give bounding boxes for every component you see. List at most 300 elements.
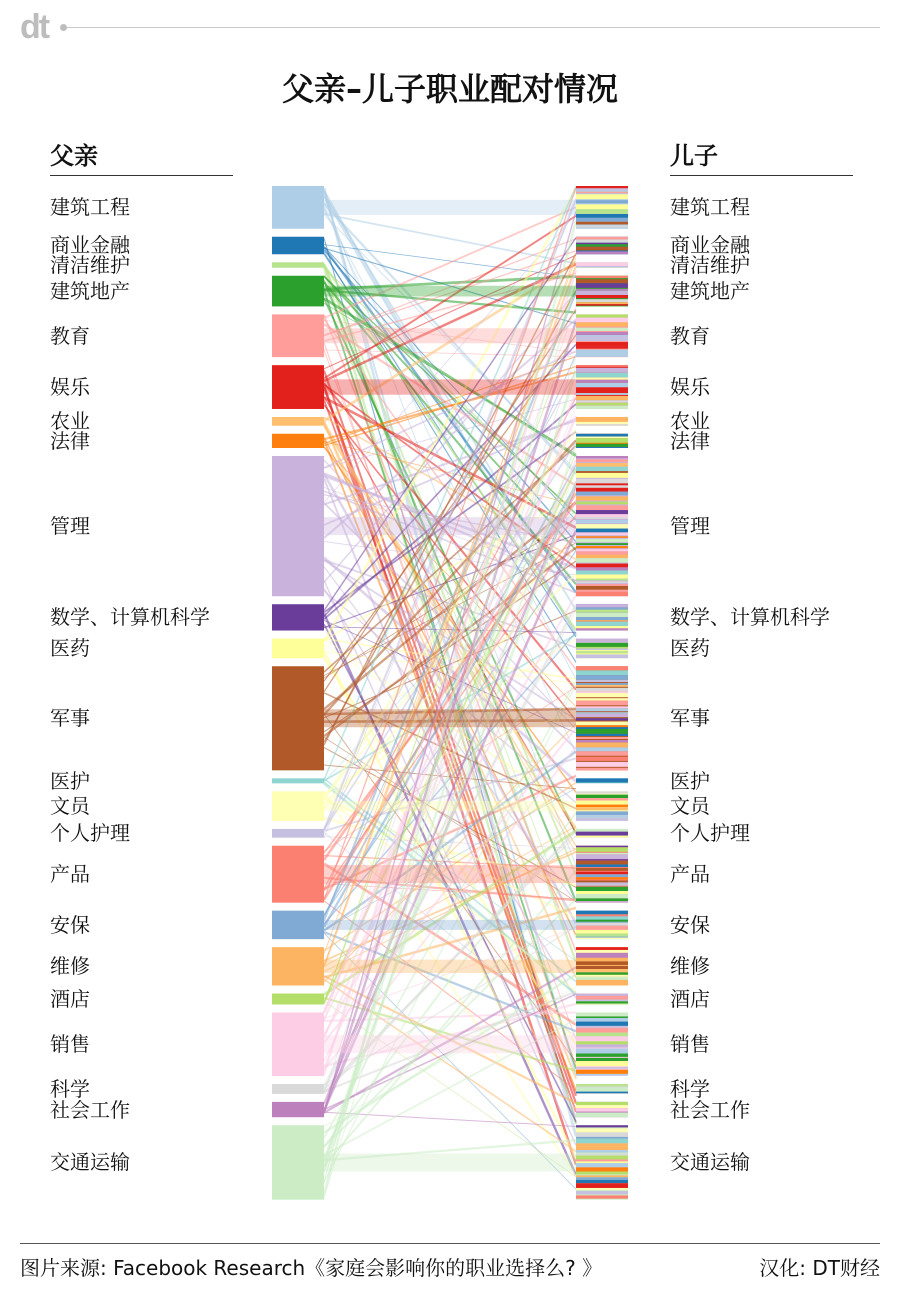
- son-bar-stripe: [576, 186, 628, 188]
- son-bar-stripe: [576, 953, 628, 958]
- son-category-label: 管理: [670, 514, 710, 539]
- son-category-label: 医护: [670, 768, 710, 793]
- son-bar-stripe: [576, 747, 628, 751]
- son-bar-stripe: [576, 947, 628, 950]
- father-category-label: 清洁维护: [50, 253, 130, 277]
- son-category-label: 产品: [670, 862, 710, 887]
- son-bar-stripe: [576, 529, 628, 533]
- son-bar-stripe: [576, 533, 628, 535]
- father-bar: [272, 666, 324, 770]
- son-bar-stripe: [576, 438, 628, 443]
- son-category-label: 文员: [670, 794, 710, 819]
- son-bar-stripe: [576, 1137, 628, 1139]
- son-bar-stripe: [576, 291, 628, 295]
- son-category-label: 维修: [670, 954, 710, 979]
- son-bar-stripe: [576, 1161, 628, 1163]
- son-bar-stripe: [576, 437, 628, 439]
- son-bar-stripe: [576, 914, 628, 916]
- son-column-heading: 儿子: [670, 142, 718, 170]
- father-bar: [272, 434, 324, 448]
- same-occupation-band: [324, 517, 576, 535]
- son-bar-stripe: [576, 1139, 628, 1144]
- son-bar-stripe: [576, 295, 628, 298]
- son-bar-stripe: [576, 546, 628, 548]
- father-bars: [272, 186, 324, 1200]
- son-bar-stripe: [576, 680, 628, 682]
- son-bar-stripe: [576, 279, 628, 283]
- son-bar-stripe: [576, 815, 628, 817]
- son-bar-stripe: [576, 836, 628, 838]
- son-category-label: 军事: [670, 706, 710, 731]
- son-bar-stripe: [576, 801, 628, 805]
- son-bar-stripe: [576, 898, 628, 901]
- father-column-heading: 父亲: [50, 142, 98, 170]
- son-bar-stripe: [576, 322, 628, 326]
- son-bar-stripe: [576, 911, 628, 915]
- father-bar: [272, 911, 324, 939]
- father-category-label: 法律: [50, 428, 90, 453]
- son-category-label: 建筑工程: [670, 195, 750, 220]
- son-bar-stripe: [576, 1108, 628, 1111]
- son-bar-stripe: [576, 882, 628, 885]
- son-bar-stripe: [576, 861, 628, 865]
- son-bar-stripe: [576, 1102, 628, 1105]
- son-bar-stripe: [576, 1016, 628, 1018]
- son-bar-stripe: [576, 729, 628, 734]
- son-bar-stripe: [576, 1022, 628, 1026]
- son-bar-stripe: [576, 958, 628, 962]
- son-bar-stripe: [576, 1067, 628, 1069]
- son-bar-stripe: [576, 204, 628, 209]
- son-bar-stripe: [576, 1041, 628, 1044]
- father-category-label: 销售: [50, 1032, 90, 1057]
- son-bar-stripe: [576, 405, 628, 409]
- same-occupation-band: [324, 1035, 576, 1053]
- father-category-label: 数学、计算机科学: [50, 605, 210, 630]
- son-bar-stripe: [576, 846, 628, 848]
- son-bar-stripe: [576, 975, 628, 977]
- son-bar-stripe: [576, 1175, 628, 1177]
- son-bar-stripe: [576, 734, 628, 736]
- flow-lines: [324, 186, 576, 1198]
- father-category-label: 军事: [50, 706, 90, 731]
- father-bar: [272, 365, 324, 409]
- father-category-label: 社会工作: [50, 1097, 130, 1122]
- son-bar-stripe: [576, 617, 628, 620]
- son-bar-stripe: [576, 579, 628, 581]
- same-occupation-band: [324, 379, 576, 394]
- same-occupation-band: [324, 328, 576, 343]
- son-bar-stripe: [576, 304, 628, 306]
- son-bar-stripe: [576, 251, 628, 254]
- son-bar-stripe: [576, 383, 628, 387]
- son-bar-stripe: [576, 1188, 628, 1190]
- son-bar-stripe: [576, 1113, 628, 1118]
- father-bar: [272, 829, 324, 838]
- son-bar-stripe: [576, 365, 628, 367]
- son-bar-stripe: [576, 558, 628, 562]
- son-bar-stripe: [576, 859, 628, 861]
- son-bar-stripe: [576, 972, 628, 974]
- son-bar-stripe: [576, 353, 628, 357]
- son-bar-stripe: [576, 874, 628, 877]
- son-bar-stripe: [576, 1191, 628, 1194]
- son-bar-stripe: [576, 1183, 628, 1188]
- son-bar-stripe: [576, 701, 628, 706]
- son-bar-stripe: [576, 926, 628, 930]
- father-bar: [272, 237, 324, 255]
- son-bar-stripe: [576, 586, 628, 590]
- son-bar-stripe: [576, 564, 628, 568]
- son-bar-stripe: [576, 505, 628, 510]
- son-category-label: 医药: [670, 636, 710, 661]
- son-bar-stripe: [576, 620, 628, 622]
- son-bar-stripe: [576, 1049, 628, 1054]
- son-bar-stripe: [576, 1084, 628, 1086]
- son-bar-stripe: [576, 243, 628, 245]
- son-bar-stripe: [576, 762, 628, 767]
- son-bar-stripe: [576, 1153, 628, 1155]
- son-bar-stripe: [576, 795, 628, 799]
- son-bar-stripe: [576, 590, 628, 592]
- son-bar-stripe: [576, 740, 628, 742]
- son-bar-stripe: [576, 485, 628, 487]
- son-bar-stripe: [576, 403, 628, 405]
- son-bar-stripe: [576, 969, 628, 972]
- son-bar-stripe: [576, 742, 628, 747]
- son-bar-stripe: [576, 237, 628, 240]
- son-bar-stripe: [576, 923, 628, 926]
- son-category-label: 交通运输: [670, 1150, 750, 1175]
- son-bar-stripe: [576, 1143, 628, 1146]
- father-bar: [272, 262, 324, 267]
- father-bar: [272, 276, 324, 307]
- son-bar-stripe: [576, 239, 628, 242]
- son-category-label: 社会工作: [670, 1097, 750, 1122]
- son-bar-stripe: [576, 981, 628, 985]
- son-bar-stripe: [576, 194, 628, 199]
- father-category-label: 产品: [50, 862, 90, 887]
- same-occupation-band: [324, 920, 576, 930]
- son-bar-stripe: [576, 693, 628, 697]
- son-bar-stripe: [576, 1087, 628, 1091]
- son-bar-stripe: [576, 868, 628, 871]
- son-category-label: 建筑地产: [670, 279, 750, 304]
- son-bar-stripe: [576, 543, 628, 545]
- son-bar-stripe: [576, 434, 628, 437]
- son-bar-stripe: [576, 688, 628, 692]
- father-bar: [272, 456, 324, 596]
- son-bar-stripe: [576, 607, 628, 609]
- son-category-label: 个人护理: [670, 821, 750, 846]
- son-bar-stripe: [576, 725, 628, 727]
- son-bar-stripe: [576, 751, 628, 755]
- son-bar-stripe: [576, 492, 628, 496]
- son-bar-stripe: [576, 1195, 628, 1198]
- son-bar-stripe: [576, 1054, 628, 1057]
- son-bar-stripe: [576, 1147, 628, 1150]
- son-bar-stripe: [576, 934, 628, 937]
- same-occupation-band: [324, 200, 576, 215]
- son-bar-stripe: [576, 225, 628, 227]
- son-bar-stripe: [576, 567, 628, 570]
- father-bar: [272, 1125, 324, 1200]
- son-bar-stripe: [576, 994, 628, 996]
- son-bar-stripe: [576, 551, 628, 554]
- son-bar-stripe: [576, 685, 628, 687]
- son-bar-stripe: [576, 881, 628, 883]
- father-bar: [272, 1102, 324, 1117]
- son-bar-stripe: [576, 1171, 628, 1174]
- same-occupation-band: [324, 709, 576, 727]
- son-bar-stripe: [576, 302, 628, 304]
- son-bar-stripe: [576, 778, 628, 782]
- son-bar-stripe: [576, 647, 628, 649]
- son-bar-stripe: [576, 916, 628, 919]
- son-category-label: 数学、计算机科学: [670, 605, 830, 630]
- father-bar: [272, 947, 324, 985]
- same-occupation-band: [324, 865, 576, 883]
- son-bar-stripe: [576, 1070, 628, 1074]
- son-bar-stripe: [576, 244, 628, 246]
- son-category-label: 科学: [670, 1076, 710, 1101]
- father-category-label: 安保: [50, 912, 90, 937]
- son-bar-stripe: [576, 1003, 628, 1004]
- son-bar-stripe: [576, 347, 628, 349]
- father-category-label: 建筑工程: [50, 195, 130, 220]
- son-bar-stripe: [576, 1132, 628, 1137]
- son-bar-stripe: [576, 1028, 628, 1033]
- son-bar-stripe: [576, 373, 628, 378]
- son-bar-stripe: [576, 471, 628, 473]
- son-bar-stripe: [576, 483, 628, 485]
- son-bar-stripe: [576, 1037, 628, 1041]
- son-category-label: 商业金融: [670, 233, 750, 258]
- son-bar-stripe: [576, 467, 628, 471]
- son-bar-stripe: [576, 332, 628, 335]
- son-bar-stripe: [576, 1044, 628, 1047]
- son-bar-stripe: [576, 496, 628, 500]
- son-bar-stripe: [576, 920, 628, 922]
- son-bar-stripe: [576, 894, 628, 898]
- father-category-label: 建筑地产: [50, 279, 130, 304]
- son-bar-stripe: [576, 639, 628, 643]
- son-bar-stripe: [576, 1092, 628, 1094]
- son-bar-stripe: [576, 536, 628, 538]
- son-bar-stripe: [576, 514, 628, 517]
- son-category-label: 娱乐: [670, 375, 710, 400]
- son-category-label: 销售: [670, 1032, 710, 1057]
- son-bar-stripe: [576, 757, 628, 761]
- son-bar-stripe: [576, 626, 628, 628]
- son-bar-stripe: [576, 670, 628, 675]
- son-bar-stripe: [576, 456, 628, 458]
- son-bar-stripe: [576, 649, 628, 651]
- father-category-label: 农业: [50, 409, 90, 434]
- son-bar-stripe: [576, 200, 628, 203]
- son-bar-stripe: [576, 829, 628, 832]
- father-category-label: 娱乐: [50, 375, 90, 400]
- son-bar-stripe: [576, 247, 628, 251]
- son-bar-stripe: [576, 463, 628, 467]
- son-bar-stripe: [576, 539, 628, 542]
- son-bar-stripe: [576, 188, 628, 190]
- son-bar-stripe: [576, 581, 628, 583]
- son-bar-stripe: [576, 872, 628, 874]
- father-category-label: 医药: [50, 636, 90, 661]
- father-bar: [272, 314, 324, 357]
- son-bar-stripe: [576, 706, 628, 708]
- son-bar-stripe: [576, 222, 628, 225]
- son-bar-stripe: [576, 335, 628, 337]
- son-bar-stripe: [576, 847, 628, 852]
- son-category-label: 法律: [670, 428, 710, 453]
- son-bar-stripe: [576, 1125, 628, 1127]
- son-bar-stripe: [576, 510, 628, 514]
- son-bar-stripe: [576, 651, 628, 653]
- father-category-label: 教育: [50, 323, 90, 348]
- father-bar: [272, 994, 324, 1005]
- son-bar-stripe: [576, 818, 628, 821]
- son-bar-stripe: [576, 901, 628, 902]
- son-bar-stripe: [576, 768, 628, 771]
- source-note: 图片来源: Facebook Research《家庭会影响你的职业选择么? 》: [20, 1256, 603, 1280]
- son-bar-stripe: [576, 422, 628, 424]
- father-bar: [272, 604, 324, 630]
- son-bar-stripe: [576, 1001, 628, 1003]
- father-category-label: 商业金融: [50, 233, 130, 258]
- son-bar-stripe: [576, 864, 628, 867]
- son-bar-stripe: [576, 342, 628, 347]
- son-bar-stripe: [576, 555, 628, 559]
- son-bar-stripe: [576, 283, 628, 288]
- son-category-label: 清洁维护: [670, 253, 750, 277]
- chart-title: 父亲–儿子职业配对情况: [281, 70, 618, 108]
- son-bar-stripe: [576, 691, 628, 693]
- son-bar-stripe: [576, 798, 628, 800]
- son-bar-stripe: [576, 930, 628, 934]
- son-bar-stripe: [576, 1177, 628, 1180]
- son-bar-stripe: [576, 584, 628, 586]
- same-occupation-band: [324, 1153, 576, 1171]
- father-bar: [272, 417, 324, 426]
- son-bar-stripe: [576, 1018, 628, 1022]
- son-bar-stripe: [576, 966, 628, 969]
- father-category-label: 管理: [50, 514, 90, 539]
- son-category-label: 教育: [670, 323, 710, 348]
- son-bar-stripe: [576, 1128, 628, 1132]
- son-bar-stripe: [576, 1012, 628, 1016]
- son-bar-stripe: [576, 388, 628, 393]
- son-bar-stripe: [576, 712, 628, 714]
- son-bar-stripe: [576, 604, 628, 607]
- father-category-label: 文员: [50, 794, 90, 819]
- son-bar-stripe: [576, 1026, 628, 1028]
- son-bar-stripe: [576, 517, 628, 519]
- son-bar-stripe: [576, 1033, 628, 1037]
- son-bar-stripe: [576, 1000, 628, 1002]
- son-bar-stripe: [576, 424, 628, 426]
- son-bar-stripe: [576, 666, 628, 670]
- son-bar-stripe: [576, 854, 628, 859]
- son-bar-stripe: [576, 938, 628, 940]
- father-bar: [272, 846, 324, 903]
- son-bar-stripe: [576, 996, 628, 1000]
- son-bar-stripe: [576, 737, 628, 739]
- son-bar-stripe: [576, 549, 628, 551]
- father-category-label: 科学: [50, 1076, 90, 1101]
- son-bar-stripe: [576, 447, 628, 448]
- son-bar-stripe: [576, 1150, 628, 1152]
- son-bar-stripe: [576, 262, 628, 266]
- father-bar: [272, 639, 324, 659]
- son-bar-stripe: [576, 654, 628, 658]
- son-bar-stripe: [576, 1167, 628, 1171]
- son-bar-stripe: [576, 393, 628, 395]
- son-bar-stripe: [576, 396, 628, 400]
- son-bar-stripe: [576, 299, 628, 302]
- footer-divider: [20, 1243, 880, 1244]
- son-bar-stripe: [576, 400, 628, 403]
- son-bars: [576, 186, 628, 1200]
- son-category-label: 农业: [670, 409, 710, 434]
- son-bar-stripe: [576, 488, 628, 492]
- father-category-label: 酒店: [50, 986, 90, 1011]
- son-bar-stripe: [576, 1074, 628, 1076]
- son-bar-stripe: [576, 675, 628, 680]
- son-bar-stripe: [576, 950, 628, 953]
- son-bar-stripe: [576, 610, 628, 613]
- son-bar-stripe: [576, 266, 628, 268]
- son-bar-stripe: [576, 698, 628, 700]
- son-bar-stripe: [576, 368, 628, 373]
- son-bar-stripe: [576, 592, 628, 596]
- son-bar-stripe: [576, 722, 628, 726]
- son-bar-stripe: [576, 459, 628, 462]
- son-bar-stripe: [576, 1163, 628, 1167]
- son-bar-stripe: [576, 807, 628, 810]
- son-bar-stripe: [576, 977, 628, 980]
- son-bar-stripe: [576, 218, 628, 222]
- son-bar-stripe: [576, 524, 628, 528]
- same-occupation-band: [324, 960, 576, 973]
- son-bar-stripe: [576, 727, 628, 729]
- son-bar-stripe: [576, 473, 628, 478]
- son-bar-stripe: [576, 853, 628, 855]
- translation-credit: 汉化: DT财经: [759, 1256, 880, 1280]
- son-bar-stripe: [576, 337, 628, 341]
- son-bar-stripe: [576, 613, 628, 617]
- son-bar-stripe: [576, 350, 628, 353]
- son-bar-stripe: [576, 1180, 628, 1183]
- son-bar-stripe: [576, 380, 628, 383]
- son-bar-stripe: [576, 887, 628, 891]
- son-bar-stripe: [576, 192, 628, 194]
- father-bar: [272, 186, 324, 229]
- son-bar-stripe: [576, 444, 628, 447]
- same-occupation-band: [324, 801, 576, 811]
- same-occupation-band: [324, 286, 576, 297]
- son-bar-stripe: [576, 1105, 628, 1108]
- son-bar-stripe: [576, 520, 628, 523]
- son-bar-stripe: [576, 891, 628, 894]
- son-bar-stripe: [576, 643, 628, 647]
- son-bar-stripe: [576, 683, 628, 685]
- son-bar-stripe: [576, 1058, 628, 1061]
- son-bar-stripe: [576, 318, 628, 323]
- son-bar-stripe: [576, 574, 628, 578]
- son-bar-stripe: [576, 502, 628, 505]
